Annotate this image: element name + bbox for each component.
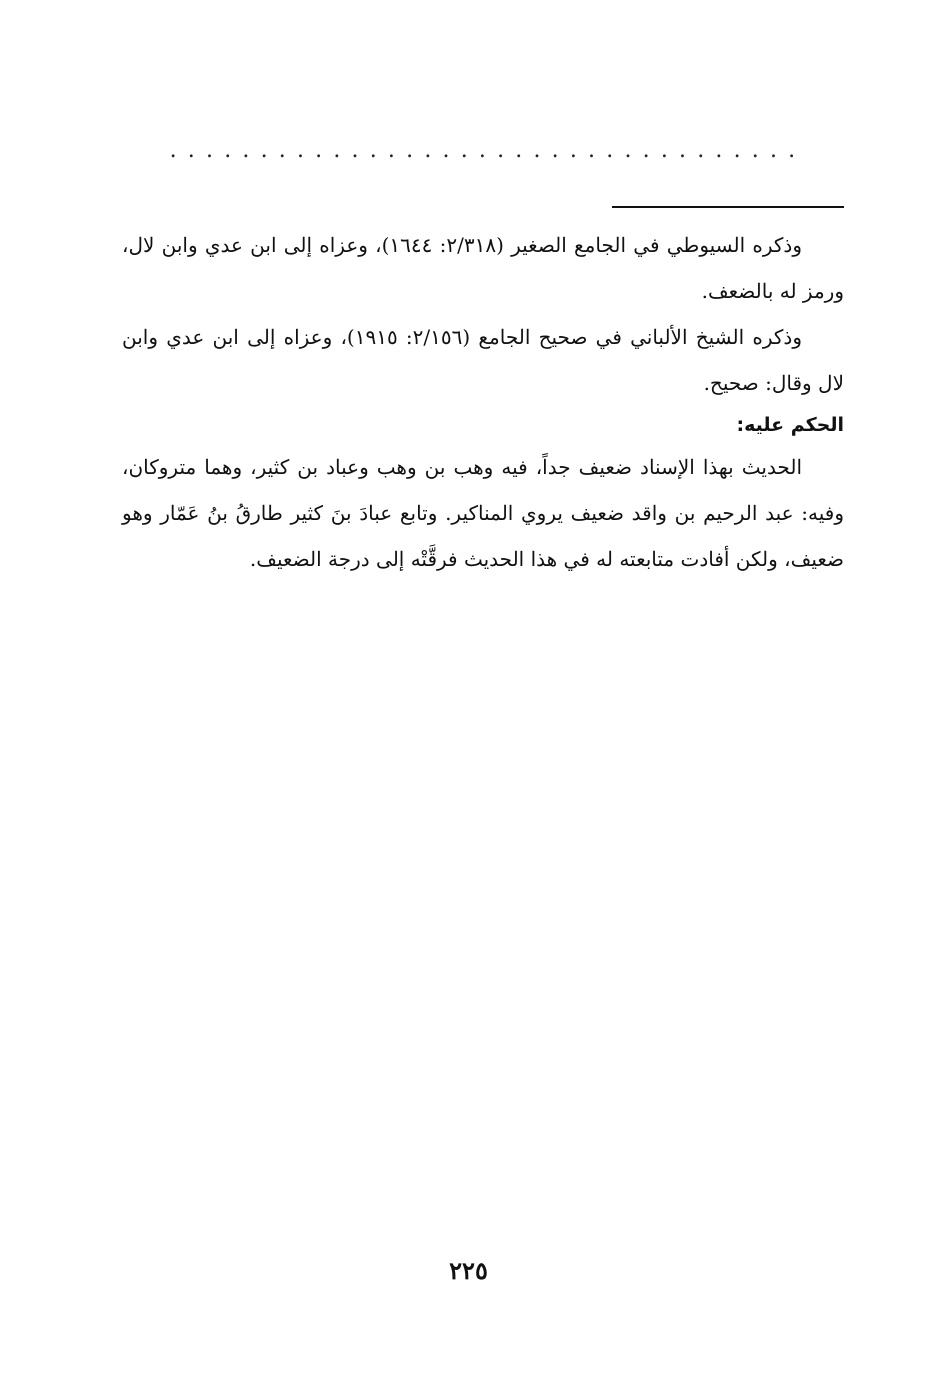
dotted-separator: ................................... bbox=[169, 138, 807, 163]
footnote-paragraph-1: وذكره السيوطي في الجامع الصغير (٢/٣١٨: ١٦٤٤)، وعزاه إلى ابن عدي وابن لال، ورمز له بالضعف. bbox=[122, 233, 844, 303]
body-paragraph: الحديث بهذا الإسناد ضعيف جداً، فيه وهب بن وهب وعباد بن كثير، وهما متروكان، وفيه: عبد الرحيم بن واقد ضعيف يروي المناكير. وتابع عبادَ بنَ كثير طارقُ بنُ عَمّار وهو ضعيف، ولكن أفادت متابعته له في هذا الحديث فرقَّتْه إلى درجة الضعيف. bbox=[122, 455, 844, 571]
footnote-paragraph-2: وذكره الشيخ الألباني في صحيح الجامع (٢/١٥٦: ١٩١٥)، وعزاه إلى ابن عدي وابن لال وقال: صحيح. bbox=[122, 325, 844, 395]
section-heading: الحكم عليه: bbox=[736, 414, 844, 436]
page-number: ٢٢٥ bbox=[449, 1256, 488, 1285]
text-block bbox=[122, 222, 844, 582]
footnote-rule bbox=[612, 206, 844, 208]
